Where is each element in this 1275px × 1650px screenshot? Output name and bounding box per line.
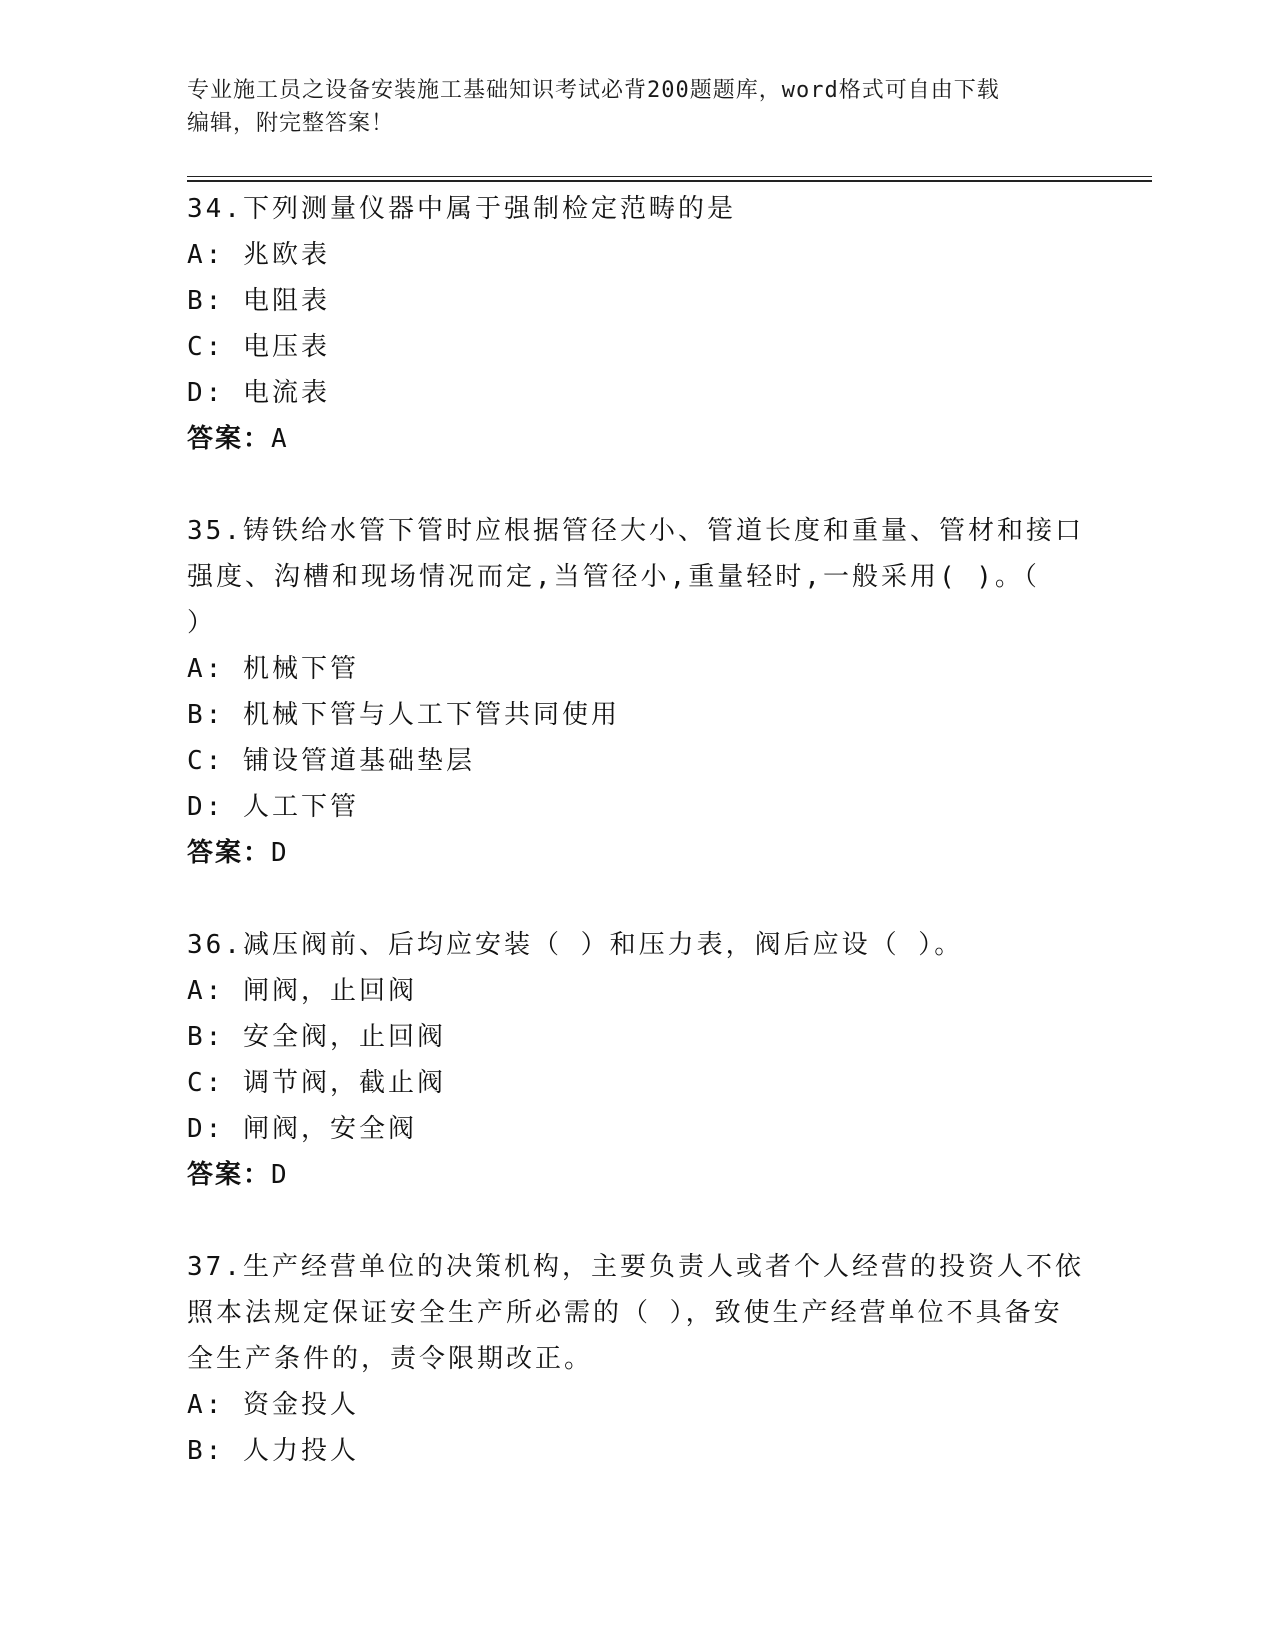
question-35 [187,508,1087,876]
question-text: 照本法规定保证安全生产所必需的（ ），致使生产经营单位不具备安 [187,1298,1063,1328]
option-c: C: 调节阀，截止阀 [187,1068,446,1098]
question-34 [187,186,1087,462]
question-text: ） [187,608,217,638]
question-text: 35.铸铁给水管下管时应根据管径大小、管道长度和重量、管材和接口 [187,516,1084,546]
question-text: 36.减压阀前、后均应安装（ ）和压力表，阀后应设（ ）。 [187,930,964,960]
header-divider-thin [187,176,1152,177]
option-b: B: 安全阀，止回阀 [187,1022,446,1052]
answer-value: A [271,424,289,454]
header-line-2: 编辑，附完整答案！ [187,111,395,136]
question-text: 34.下列测量仪器中属于强制检定范畴的是 [187,194,736,224]
option-d: D: 电流表 [187,378,330,408]
question-text: 全生产条件的，责令限期改正。 [187,1344,594,1374]
answer-value: D [271,838,289,868]
answer [187,830,1087,876]
option-b: B: 电阻表 [187,286,330,316]
option-c: C: 铺设管道基础垫层 [187,746,475,776]
answer [187,416,1087,462]
answer-label: 答案： [187,1160,272,1190]
document-header [187,74,1067,140]
option-c: C: 电压表 [187,332,330,362]
answer-value: D [271,1160,289,1190]
header-divider-thick [187,180,1152,182]
question-list [187,186,1087,1520]
option-a: A: 机械下管 [187,654,359,684]
option-b: B: 机械下管与人工下管共同使用 [187,700,620,730]
question-text: 37.生产经营单位的决策机构，主要负责人或者个人经营的投资人不依 [187,1252,1084,1282]
question-37 [187,1244,1087,1474]
option-a: A: 兆欧表 [187,240,330,270]
answer-label: 答案： [187,424,272,454]
option-d: D: 闸阀，安全阀 [187,1114,417,1144]
answer-label: 答案： [187,838,272,868]
question-36 [187,922,1087,1198]
question-text: 强度、沟槽和现场情况而定,当管径小,重量轻时,一般采用( )。（ [187,562,1040,592]
answer [187,1152,1087,1198]
header-line-1: 专业施工员之设备安装施工基础知识考试必背200题题库，word格式可自由下载 [187,78,1000,103]
option-a: A: 资金投人 [187,1390,359,1420]
option-b: B: 人力投人 [187,1436,359,1466]
option-a: A: 闸阀，止回阀 [187,976,417,1006]
option-d: D: 人工下管 [187,792,359,822]
